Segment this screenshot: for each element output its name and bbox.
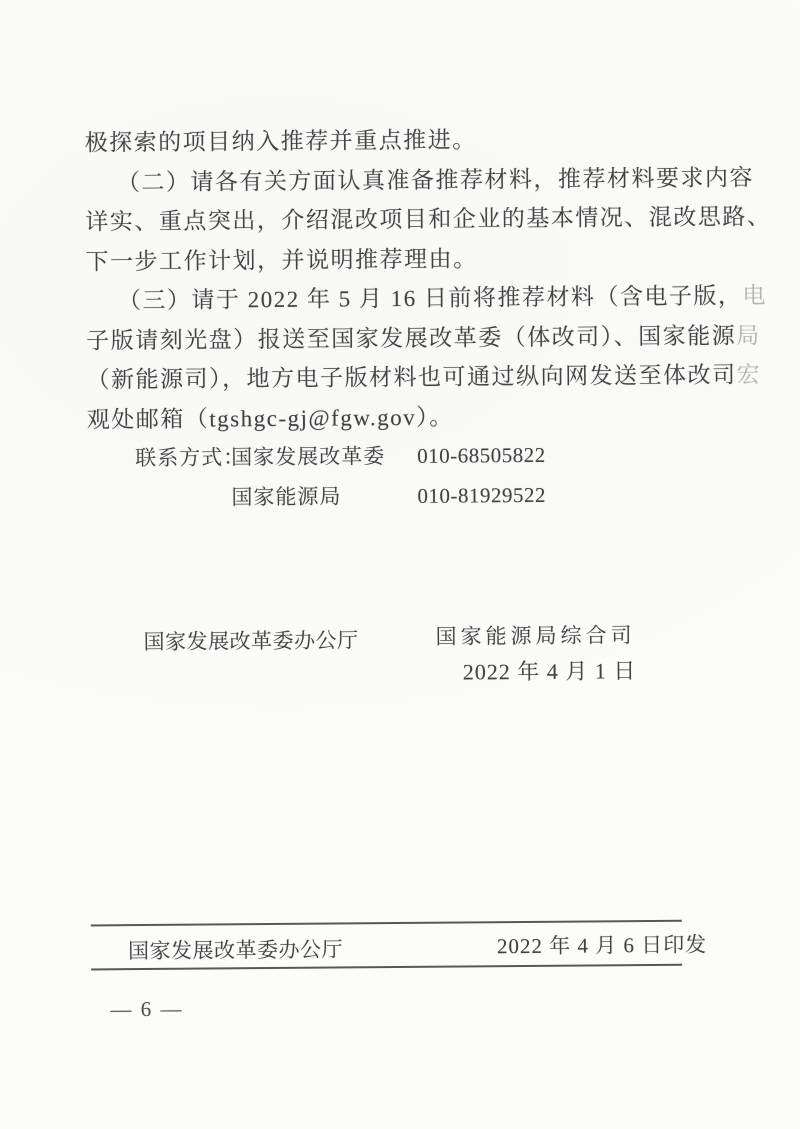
footer-rule-bottom (91, 964, 682, 971)
body-line-8 (87, 395, 777, 440)
body-line-7-text: （新能源司），地方电子版材料也可通过纵向网发送至体改司 (86, 362, 737, 393)
footer-print-date: 2022 年 4 月 6 日印发 (496, 932, 708, 959)
contact-phone-nea: 010-81929522 (417, 482, 547, 508)
contact-phone-ndrc: 010-68505822 (417, 442, 546, 468)
body-line-3 (85, 197, 775, 242)
footer-rule-top (91, 920, 682, 927)
contact-block (0, 433, 800, 519)
body-paragraphs (85, 118, 777, 439)
body-line-8-text: 观处邮箱（tgshgc-gj@fgw.gov）。 (86, 404, 454, 432)
footer-issuer: 国家发展改革委办公厅 (127, 937, 344, 964)
body-line-6-faded-tail: 局 (736, 322, 761, 348)
body-line-6-text: 子版请刻光盘）报送至国家发展改革委（体改司）、国家能源 (86, 322, 737, 353)
body-line-5-text: （三）请于 2022 年 5 月 16 日前将推荐材料（含电子版， (117, 283, 743, 314)
contact-org-nea: 国家能源局 (231, 484, 342, 510)
signature-date: 2022 年 4 月 1 日 (462, 658, 637, 685)
body-line-5-faded-tail: 电 (742, 283, 767, 309)
body-line-3-text: 详实、重点突出，介绍混改项目和企业的基本情况、混改思路、 (85, 204, 772, 235)
page-number: — 6 — (110, 996, 184, 1022)
body-line-4 (85, 237, 775, 282)
body-line-6 (86, 316, 776, 361)
contact-row-ndrc (0, 433, 799, 479)
body-line-2-text: （二）请各有关方面认真准备推荐材料，推荐材料要求内容 (116, 164, 755, 195)
signature-right-org: 国家能源局综合司 (435, 623, 636, 649)
body-line-1-text: 极探索的项目纳入推荐并重点推进。 (84, 127, 477, 156)
body-line-4-text: 下一步工作计划，并说明推荐理由。 (85, 245, 478, 274)
body-line-5 (86, 276, 776, 321)
signature-left-org: 国家发展改革委办公厅 (143, 628, 359, 655)
contact-org-ndrc: 国家发展改革委 (231, 444, 386, 470)
body-line-2 (85, 158, 775, 203)
body-line-7-faded-tail: 宏 (736, 362, 762, 388)
body-line-7 (86, 355, 776, 400)
contact-row-nea (0, 473, 800, 519)
body-line-1 (85, 118, 775, 163)
contact-label: 联系方式： (135, 445, 246, 471)
